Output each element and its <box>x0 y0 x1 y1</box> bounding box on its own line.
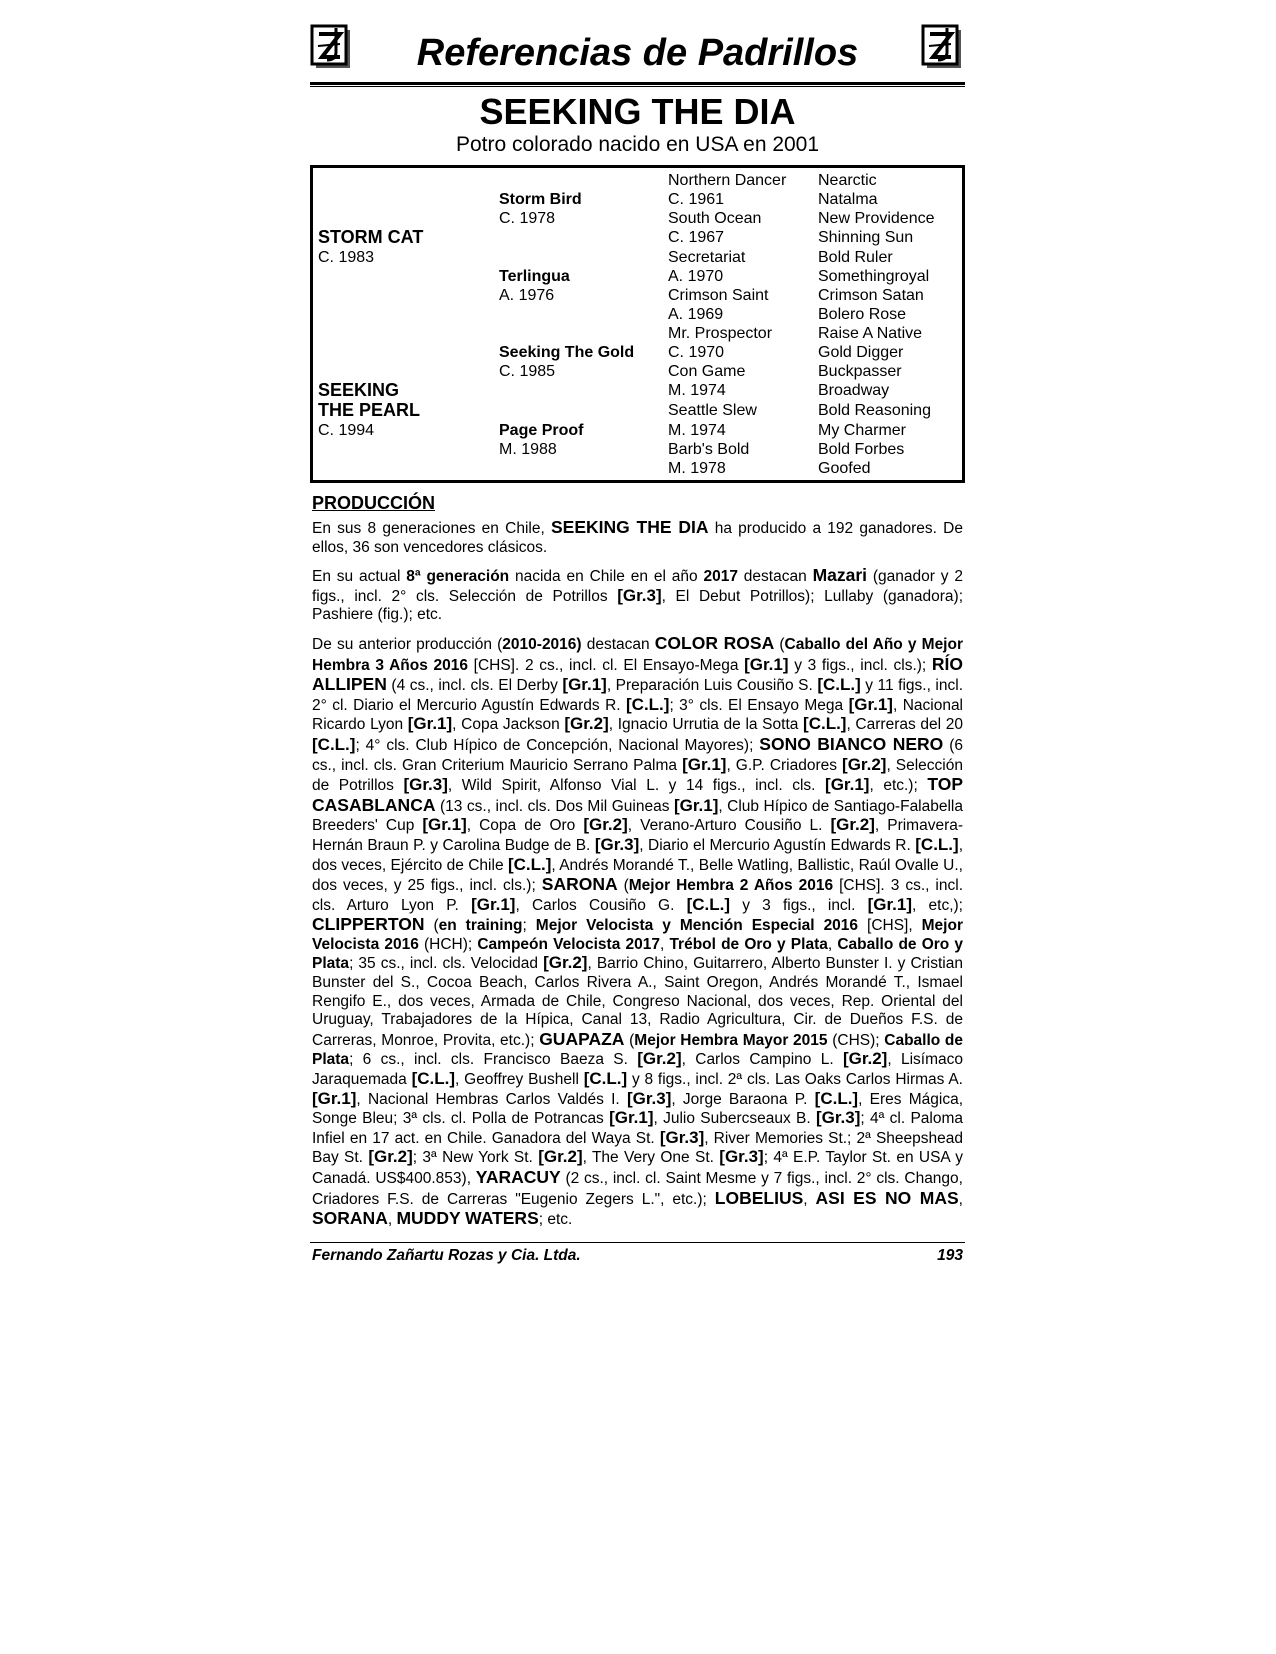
text-segment: 2010-2016) <box>502 635 582 653</box>
pedigree-cell: Seattle Slew <box>668 402 757 419</box>
horse-name-ref: SEEKING THE DIA <box>551 517 709 537</box>
pedigree-table <box>310 165 965 483</box>
pedigree-cell: Seeking The Gold <box>499 344 635 361</box>
text-segment: (CHS); <box>827 1031 885 1049</box>
text-segment: , <box>958 1190 963 1208</box>
grade-tag: [Gr.2] <box>842 1049 888 1069</box>
document-page <box>310 22 965 1269</box>
pedigree-cell: STORM CAT <box>318 227 424 247</box>
text-segment: , Copa Jackson <box>452 716 565 734</box>
grade-tag: [Gr.2] <box>830 815 875 835</box>
pedigree-cell: Nearctic <box>818 172 877 189</box>
grade-tag: [Gr.2] <box>842 754 887 774</box>
pedigree-cell: Con Game <box>668 363 746 380</box>
pedigree-cell: C. 1983 <box>318 249 375 266</box>
pedigree-row <box>313 305 962 324</box>
pedigree-cell: Bold Ruler <box>818 249 893 266</box>
pedigree-cell: Storm Bird <box>499 191 582 208</box>
text-segment: ha producido a 192 ganadores. De ellos, 36 son vencedores clásicos. <box>312 520 963 556</box>
pedigree-row <box>313 209 962 228</box>
text-segment: ; <box>522 917 536 935</box>
horse-description: Potro colorado nacido en USA en 2001 <box>455 133 820 156</box>
page-header <box>310 22 965 80</box>
text-segment: , Selección de Potrillos <box>312 756 963 795</box>
pedigree-cell: A. 1970 <box>668 268 724 285</box>
text-segment: Mejor Hembra Mayor 2015 <box>634 1031 828 1049</box>
pedigree-cell: Terlingua <box>499 268 570 285</box>
pedigree-cell: Goofed <box>818 460 871 477</box>
pedigree-cell: C. 1978 <box>499 210 556 227</box>
pedigree-row <box>313 190 962 209</box>
fz-monogram-logo-icon <box>921 24 965 72</box>
text-segment: Caballo de Oro y Plata <box>312 935 964 973</box>
horse-name-ref: SORANA <box>312 1208 388 1229</box>
text-segment: (2 cs., incl. cl. Saint Mesme y 7 figs., incl. 2° cls. Chango, Criadores F.S. de Carreras "Eugenio Zegers L.", etc.); <box>312 1170 963 1208</box>
pedigree-row <box>313 381 962 401</box>
text-segment: , <box>803 1190 816 1208</box>
pedigree-row <box>313 459 962 478</box>
grade-tag: [Gr.3] <box>719 1147 764 1167</box>
grade-tag: [Gr.1] <box>312 1088 357 1108</box>
text-segment: , River Memories St.; 2ª Sheepshead Bay St. <box>312 1129 963 1167</box>
text-segment: , Primavera-Hernán Braun P. y Carolina Budge de B. <box>312 817 964 854</box>
text-segment: , Diario el Mercurio Agustín Edwards R. <box>639 836 916 854</box>
horse-name-ref: SONO BIANCO NERO <box>759 733 944 754</box>
pedigree-row <box>313 171 962 190</box>
text-segment: , <box>387 1211 397 1229</box>
text-segment: Mejor Hembra 2 Años 2016 <box>628 877 834 895</box>
pedigree-cell: Secretariat <box>668 249 746 266</box>
grade-tag: [C.L.] <box>312 734 356 754</box>
text-segment: , Geoffrey Bushell <box>455 1071 584 1089</box>
produccion-paragraph-2 <box>312 566 963 625</box>
text-segment: ( <box>624 1031 635 1049</box>
text-segment: , The Very One St. <box>582 1149 720 1167</box>
pedigree-cell: South Ocean <box>668 210 762 227</box>
text-segment: En sus 8 generaciones en Chile, <box>312 520 551 537</box>
text-segment: ( <box>774 635 785 653</box>
text-segment: ; 6 cs., incl. cls. Francisco Baeza S. <box>349 1051 638 1069</box>
grade-tag: [Gr.1] <box>848 694 893 714</box>
text-segment: , Nacional Ricardo Lyon <box>312 696 964 734</box>
pedigree-cell: Mr. Prospector <box>668 325 773 342</box>
text-segment: 8ª generación <box>406 568 510 586</box>
header-rule-thin <box>310 86 965 87</box>
grade-tag: [C.L.] <box>507 854 552 874</box>
grade-tag: [Gr.1] <box>471 894 516 914</box>
pedigree-cell: Bold Reasoning <box>818 402 931 419</box>
text-segment: , Nacional Hembras Carlos Valdés I. <box>356 1090 627 1108</box>
grade-tag: [Gr.2] <box>564 714 609 734</box>
text-segment: en training <box>438 917 523 935</box>
text-segment: En su actual <box>312 568 407 586</box>
pedigree-cell: THE PEARL <box>318 400 421 420</box>
grade-tag: [C.L.] <box>686 894 730 914</box>
text-segment: ; 4ª cl. Paloma Infiel en 17 act. en Chile. Ganadora del Waya St. <box>312 1110 964 1147</box>
text-segment: ; etc. <box>538 1211 573 1229</box>
text-segment: , Barrio Chino, Guitarrero, Alberto Bunster I. y Cristian Bunster del S., Cocoa Beach, Carlos Rivera A., Saint Oregon, Andrés Morandé T., Ismael Rengifo E., dos veces, Armada de Chile, Congreso Nacional, dos veces, Rep. Oriental del Uruguay, Trabajadores de la Hípica, Canal 13, Radio Agricultura, Cir. de Dueños F.S. de Carreras, Monroe, Provita, etc.); <box>312 955 963 1049</box>
pedigree-cell: C. 1967 <box>668 229 725 246</box>
grade-tag: [Gr.1] <box>673 795 719 815</box>
text-segment: , Jorge Baraona P. <box>671 1090 815 1108</box>
text-segment: Campeón Velocista 2017 <box>477 935 660 953</box>
text-segment: , Carreras del 20 <box>846 716 963 734</box>
header-title: Referencias de Padrillos <box>416 32 859 74</box>
text-segment: y 11 figs., incl. 2° cl. Diario el Mercurio Agustín Edwards R. <box>312 677 963 714</box>
text-segment: , Julio Subercseaux B. <box>653 1110 816 1128</box>
horse-name-ref: YARACUY <box>475 1167 561 1187</box>
text-segment: ; 3ª New York St. <box>412 1149 539 1167</box>
produccion-paragraph-1 <box>312 518 963 557</box>
text-segment: Caballo de Plata <box>312 1031 964 1069</box>
grade-tag: [Gr.3] <box>816 1108 861 1128</box>
text-segment: ; 4ª E.P. Taylor St. en USA y Canadá. US$400.853), <box>312 1149 964 1187</box>
horse-name-ref: CLIPPERTON <box>312 914 425 935</box>
pedigree-cell: Bold Forbes <box>818 441 905 458</box>
horse-name-ref: COLOR ROSA <box>654 632 775 653</box>
text-segment: , Preparación Luis Cousiño S. <box>606 677 818 695</box>
text-segment: , Ignacio Urrutia de la Sotta <box>608 716 804 734</box>
grade-tag: [Gr.3] <box>617 585 662 605</box>
page-footer <box>310 1242 965 1269</box>
header-rule <box>310 82 965 85</box>
grade-tag: [Gr.1] <box>867 894 913 914</box>
text-segment: [CHS], <box>858 917 922 935</box>
text-segment: ; 3° cls. El Ensayo Mega <box>669 696 849 714</box>
pedigree-cell: M. 1974 <box>668 382 726 399</box>
text-segment: [CHS]. 3 cs., incl. cls. Arturo Lyon P. <box>312 877 963 914</box>
grade-tag: [Gr.3] <box>403 775 448 795</box>
grade-tag: [C.L.] <box>626 694 670 714</box>
grade-tag: [C.L.] <box>803 714 847 734</box>
text-segment: , Carlos Campino L. <box>681 1051 843 1069</box>
grade-tag: [C.L.] <box>817 675 861 695</box>
text-segment: 2017 <box>703 568 738 586</box>
text-segment: Caballo del Año y Mejor Hembra 3 Años 2016 <box>312 635 963 674</box>
horse-name-ref: SARONA <box>541 874 618 895</box>
grade-tag: [C.L.] <box>583 1069 628 1089</box>
text-segment: ( <box>617 877 629 895</box>
pedigree-cell: Buckpasser <box>818 363 902 380</box>
text-segment: , <box>827 935 838 953</box>
pedigree-cell: Broadway <box>818 382 890 399</box>
grade-tag: [Gr.3] <box>659 1127 705 1147</box>
grade-tag: [Gr.1] <box>562 675 607 695</box>
pedigree-row <box>313 401 962 421</box>
text-segment: (6 cs., incl. cls. Gran Criterium Mauricio Serrano Palma <box>312 736 963 774</box>
grade-tag: [Gr.2] <box>543 953 588 973</box>
text-segment: , Club Hípico de Santiago-Falabella Breeders' Cup <box>312 797 963 835</box>
pedigree-row <box>313 286 962 305</box>
text-segment: (ganador y 2 figs., incl. 2° cls. Selección de Potrillos <box>312 568 963 605</box>
pedigree-row <box>313 228 962 248</box>
text-segment: , dos veces, Ejército de Chile <box>312 836 963 874</box>
text-segment: , etc.); <box>869 777 928 795</box>
text-segment: , Lisímaco Jaraquemada <box>312 1051 963 1089</box>
footer-publisher: Fernando Zañartu Rozas y Cia. Ltda. <box>312 1246 581 1264</box>
pedigree-cell: M. 1974 <box>668 422 726 439</box>
grade-tag: [Gr.1] <box>744 654 789 674</box>
text-segment: destacan <box>581 635 655 653</box>
horse-name-ref: Mazari <box>812 565 868 586</box>
text-segment: (HCH); <box>418 935 478 953</box>
text-segment: y 3 figs., incl. <box>730 896 868 914</box>
pedigree-cell: My Charmer <box>818 422 907 439</box>
pedigree-cell: A. 1976 <box>499 287 555 304</box>
grade-tag: [Gr.2] <box>583 815 628 835</box>
pedigree-cell: Barb's Bold <box>668 441 750 458</box>
text-segment: , Verano-Arturo Cousiño L. <box>627 817 831 835</box>
text-segment: destacan <box>737 568 813 586</box>
pedigree-cell: Bolero Rose <box>818 306 907 323</box>
text-segment: , Wild Spirit, Alfonso Vial L. y 14 figs., incl. cls. <box>447 777 826 795</box>
pedigree-cell: C. 1994 <box>318 422 375 439</box>
pedigree-cell: Crimson Saint <box>668 287 769 304</box>
horse-name-ref: ASI ES NO MAS <box>815 1187 959 1208</box>
pedigree-cell: Gold Digger <box>818 344 904 361</box>
text-segment: ( <box>424 917 439 935</box>
text-segment: , G.P. Criadores <box>726 756 843 774</box>
pedigree-cell: Shinning Sun <box>818 229 914 246</box>
text-segment: , Carlos Cousiño G. <box>515 896 687 914</box>
text-segment: ; 35 cs., incl. cls. Velocidad <box>349 955 544 973</box>
pedigree-row <box>313 248 962 267</box>
pedigree-cell: Northern Dancer <box>668 172 787 189</box>
pedigree-row <box>313 440 962 459</box>
grade-tag: [Gr.3] <box>594 834 640 854</box>
horse-name-ref: MUDDY WATERS <box>396 1208 539 1229</box>
text-segment: Mejor Velocista 2016 <box>312 917 963 953</box>
pedigree-cell: A. 1969 <box>668 306 724 323</box>
horse-name-ref: GUAPAZA <box>539 1028 625 1049</box>
grade-tag: [Gr.3] <box>626 1088 672 1108</box>
grade-tag: [C.L.] <box>814 1088 859 1108</box>
pedigree-cell: M. 1988 <box>499 441 557 458</box>
text-segment: y 8 figs., incl. 2ª cls. Las Oaks Carlos Hirmas A. <box>627 1071 963 1089</box>
pedigree-cell: Page Proof <box>499 422 584 439</box>
grade-tag: [Gr.2] <box>368 1147 413 1167</box>
pedigree-cell: C. 1961 <box>668 191 725 208</box>
text-segment: (4 cs., incl. cls. El Derby <box>386 677 563 695</box>
grade-tag: [Gr.1] <box>825 775 870 795</box>
pedigree-cell: Raise A Native <box>818 325 923 342</box>
pedigree-row <box>313 324 962 343</box>
text-segment: , Andrés Morandé T., Belle Watling, Ballistic, Raúl Ovalle U., dos veces, y 25 figs., incl. cls.); <box>312 856 963 895</box>
text-segment: , Eres Mágica, Songe Bleu; 3ª cls. cl. Polla de Potrancas <box>312 1090 964 1128</box>
pedigree-row <box>313 343 962 362</box>
text-segment: , <box>659 935 670 953</box>
grade-tag: [Gr.1] <box>407 714 453 734</box>
horse-name: SEEKING THE DIA <box>479 91 796 132</box>
horse-name-ref: LOBELIUS <box>714 1187 804 1208</box>
grade-tag: [Gr.1] <box>609 1108 654 1128</box>
grade-tag: [C.L.] <box>915 834 959 854</box>
pedigree-cell: Natalma <box>818 191 878 208</box>
grade-tag: [Gr.2] <box>538 1147 583 1167</box>
pedigree-cell: C. 1985 <box>499 363 556 380</box>
horse-name-ref: TOP CASABLANCA <box>312 774 964 815</box>
text-segment: (13 cs., incl. cls. Dos Mil Guineas <box>435 797 674 815</box>
text-segment: nacida en Chile en el año <box>509 568 704 586</box>
grade-tag: [C.L.] <box>411 1069 456 1089</box>
pedigree-cell: SEEKING <box>318 380 400 400</box>
text-segment: Mejor Velocista y Mención Especial 2016 <box>535 917 859 935</box>
produccion-paragraph-3 <box>312 634 963 1230</box>
pedigree-row <box>313 267 962 286</box>
pedigree-cell: Somethingroyal <box>818 268 930 285</box>
grade-tag: [Gr.1] <box>422 815 467 835</box>
text-segment: [CHS]. 2 cs., incl. cl. El Ensayo-Mega <box>467 656 745 674</box>
text-segment: Trébol de Oro y Plata <box>669 935 828 953</box>
pedigree-row <box>313 362 962 381</box>
footer-page-number: 193 <box>937 1246 963 1264</box>
pedigree-cell: M. 1978 <box>668 460 726 477</box>
text-segment: , El Debut Potrillos); Lullaby (ganadora); Pashiere (fig.); etc. <box>312 587 963 624</box>
grade-tag: [Gr.1] <box>682 754 727 774</box>
pedigree-row <box>313 421 962 440</box>
horse-name-ref: RÍO ALLIPEN <box>312 653 963 695</box>
pedigree-cell: C. 1970 <box>668 344 725 361</box>
text-segment: , Copa de Oro <box>466 817 584 835</box>
produccion-title: PRODUCCIÓN <box>312 493 436 513</box>
text-segment: ; 4° cls. Club Hípico de Concepción, Nacional Mayores); <box>355 736 760 754</box>
pedigree-cell: Crimson Satan <box>818 287 924 304</box>
text-segment: y 3 figs., incl. cls.); <box>788 656 932 674</box>
text-segment: , etc,); <box>912 896 963 914</box>
pedigree-cell: New Providence <box>818 210 935 227</box>
text-segment: De su anterior producción ( <box>312 635 503 653</box>
grade-tag: [Gr.2] <box>637 1049 682 1069</box>
